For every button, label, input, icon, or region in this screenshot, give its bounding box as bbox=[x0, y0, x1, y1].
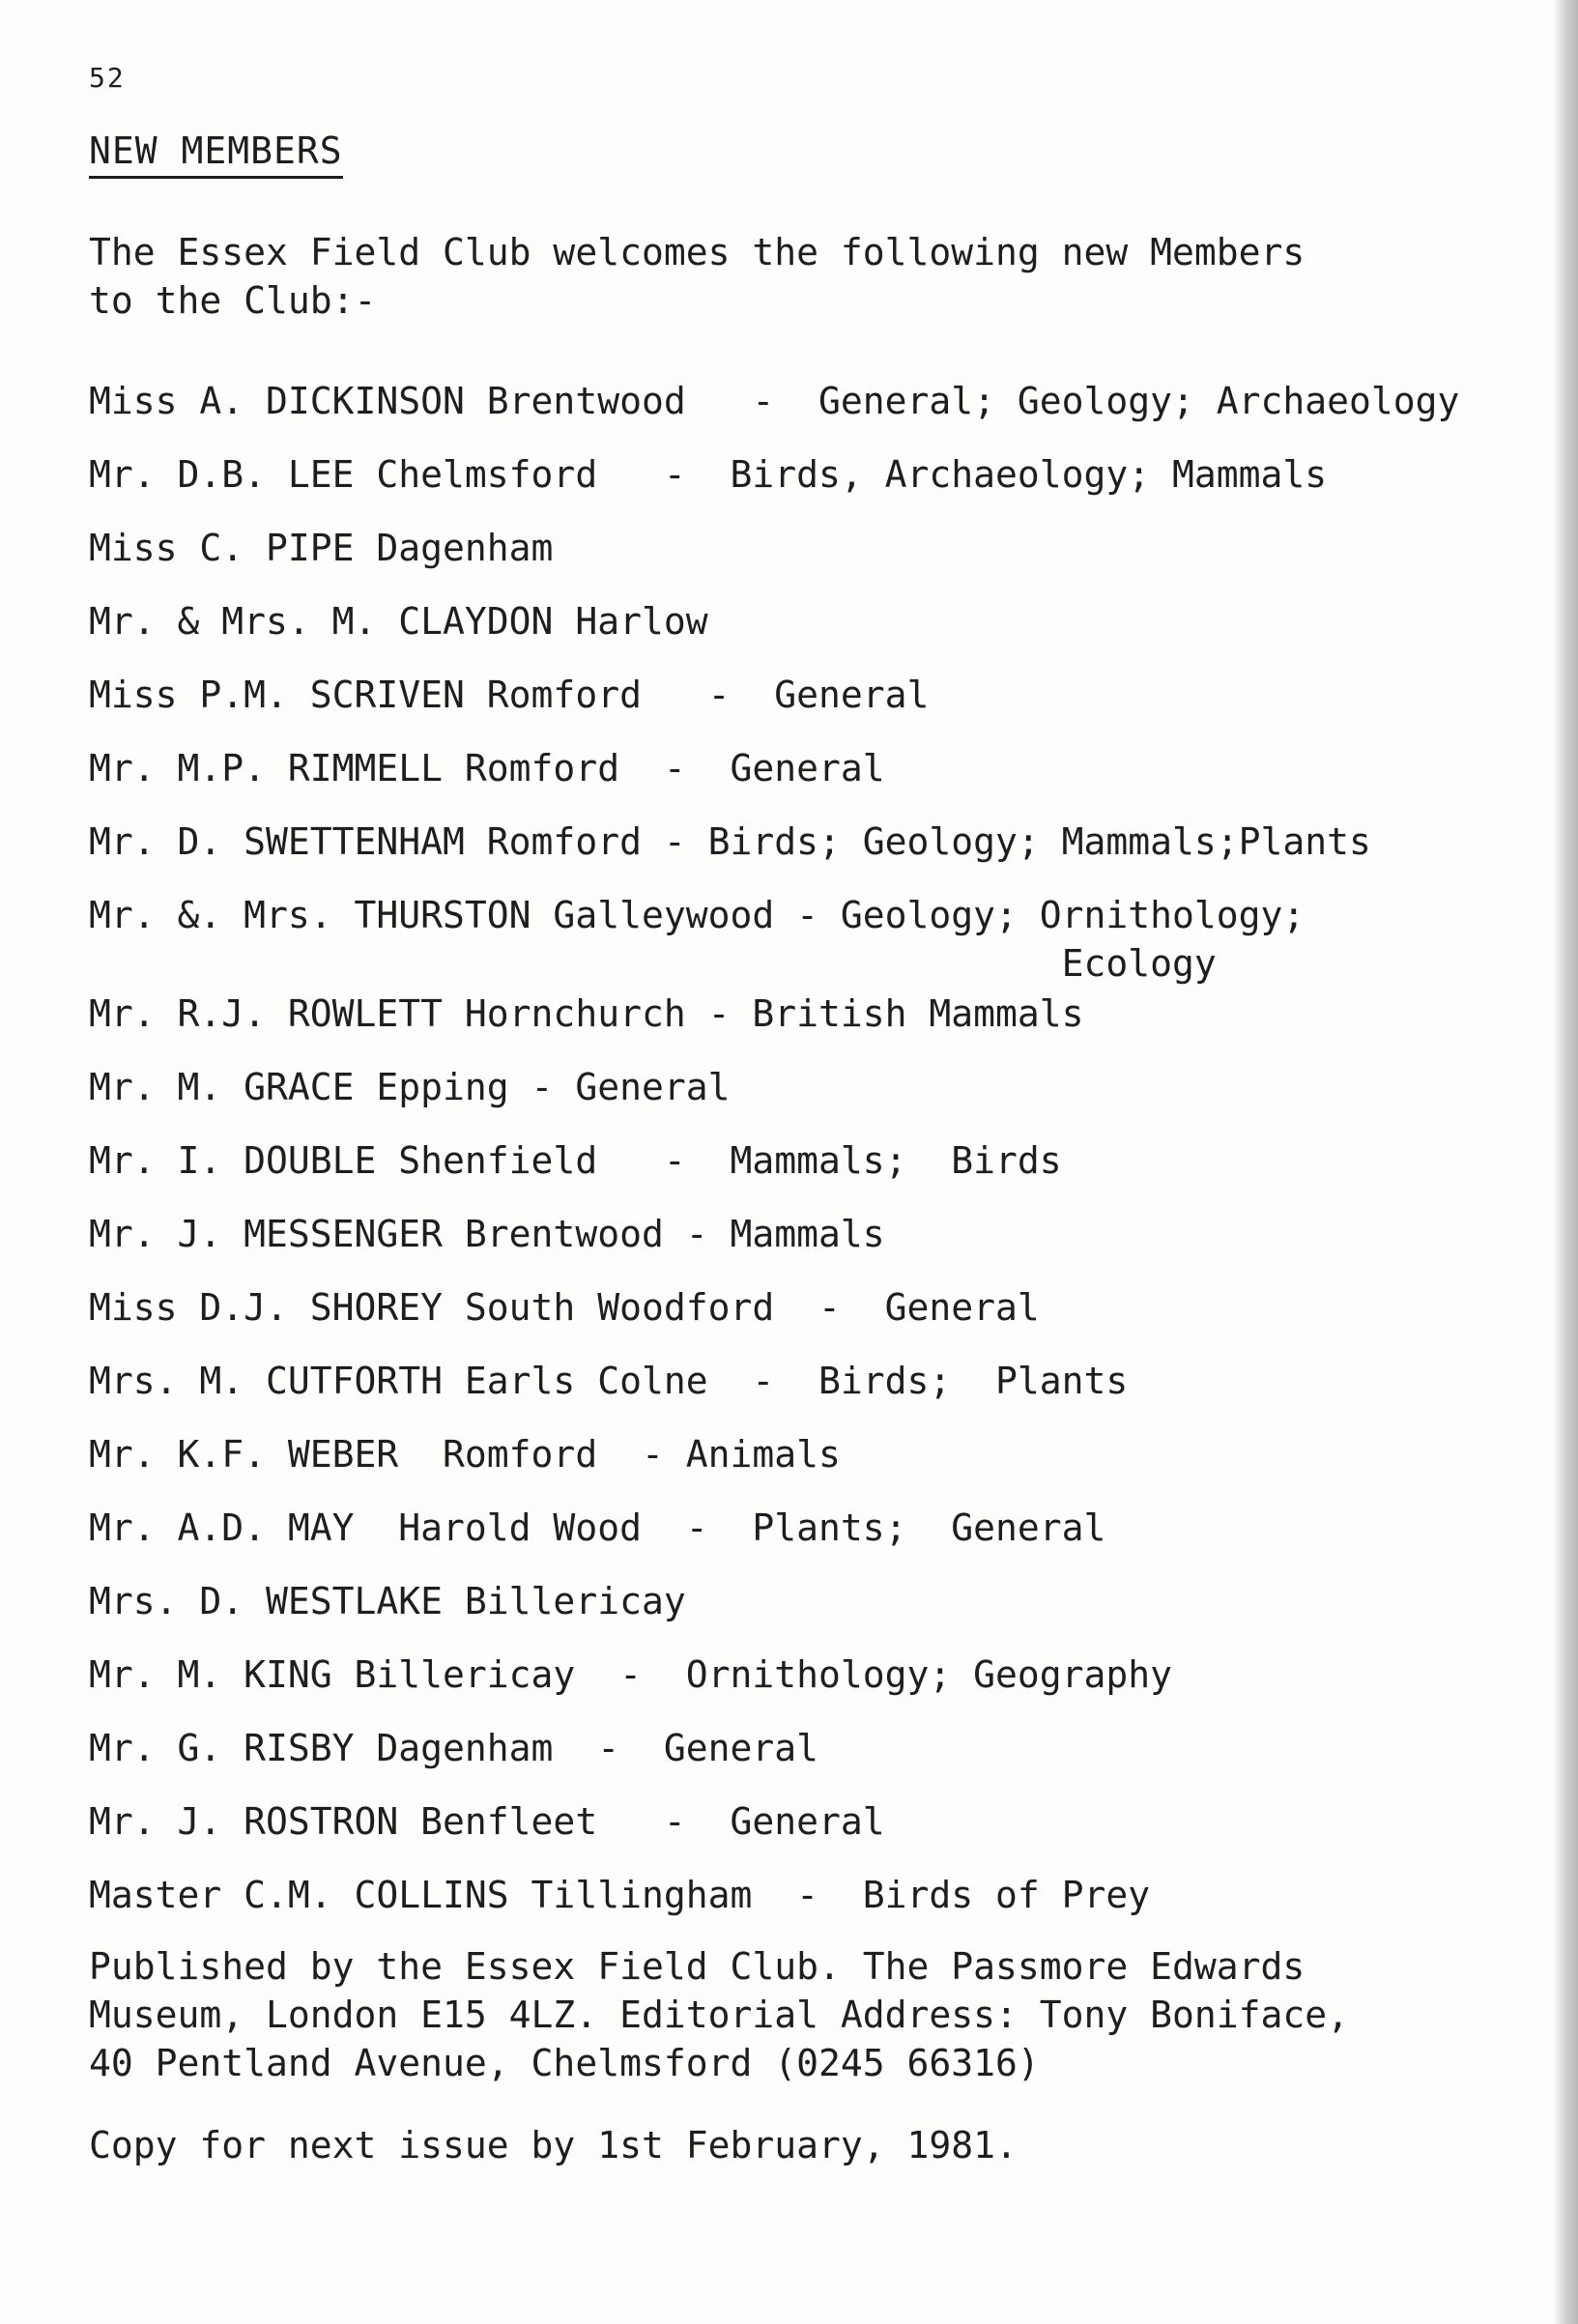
member-entry: Mr. I. DOUBLE Shenfield - Mammals; Birds bbox=[89, 1139, 1062, 1182]
intro-paragraph: The Essex Field Club welcomes the following new Members to the Club:- bbox=[89, 231, 1305, 322]
member-entry: Master C.M. COLLINS Tillingham - Birds of Prey bbox=[89, 1874, 1151, 1916]
member-entry: Mr. G. RISBY Dagenham - General bbox=[89, 1727, 818, 1769]
member-entry: Mr. K.F. WEBER Romford - Animals bbox=[89, 1433, 841, 1476]
member-entry: Miss C. PIPE Dagenham bbox=[89, 527, 554, 569]
member-entry: Mr. D. SWETTENHAM Romford - Birds; Geology; Mammals;Plants bbox=[89, 820, 1371, 863]
page-number: 52 bbox=[89, 62, 126, 94]
member-entry: Mr. M. KING Billericay - Ornithology; Geography bbox=[89, 1653, 1173, 1696]
member-entry: Mr. A.D. MAY Harold Wood - Plants; General bbox=[89, 1506, 1106, 1549]
member-entry: Mr. &. Mrs. THURSTON Galleywood - Geology; Ornithology; Ecology bbox=[89, 891, 1558, 988]
member-entry: Mr. M. GRACE Epping - General bbox=[89, 1066, 731, 1108]
member-entry: Miss D.J. SHOREY South Woodford - General bbox=[89, 1286, 1040, 1329]
member-entry: Mr. M.P. RIMMELL Romford - General bbox=[89, 747, 885, 789]
member-entry: Mr. J. MESSENGER Brentwood - Mammals bbox=[89, 1213, 885, 1255]
member-entry: Miss P.M. SCRIVEN Romford - General bbox=[89, 674, 930, 716]
member-entry-continuation: Ecology bbox=[89, 942, 1217, 985]
member-entry: Mrs. D. WESTLAKE Billericay bbox=[89, 1580, 686, 1622]
publisher-info: Published by the Essex Field Club. The Passmore Edwards Museum, London E15 4LZ. Editorial Address: Tony Boniface, 40 Pentland Avenue, Chelmsford (0245 66316) bbox=[89, 1945, 1350, 2084]
member-entry: Mr. J. ROSTRON Benfleet - General bbox=[89, 1800, 885, 1843]
new-members-list bbox=[89, 377, 1558, 1944]
copy-deadline-note: Copy for next issue by 1st February, 1981. bbox=[89, 2124, 1018, 2166]
member-entry: Mr. & Mrs. M. CLAYDON Harlow bbox=[89, 600, 708, 643]
member-entry: Mrs. M. CUTFORTH Earls Colne - Birds; Plants bbox=[89, 1360, 1129, 1402]
member-entry: Mr. R.J. ROWLETT Hornchurch - British Mammals bbox=[89, 992, 1084, 1035]
member-entry: Miss A. DICKINSON Brentwood - General; Geology; Archaeology bbox=[89, 380, 1460, 422]
section-heading: NEW MEMBERS bbox=[89, 129, 343, 179]
member-entry: Mr. D.B. LEE Chelmsford - Birds, Archaeology; Mammals bbox=[89, 453, 1328, 496]
